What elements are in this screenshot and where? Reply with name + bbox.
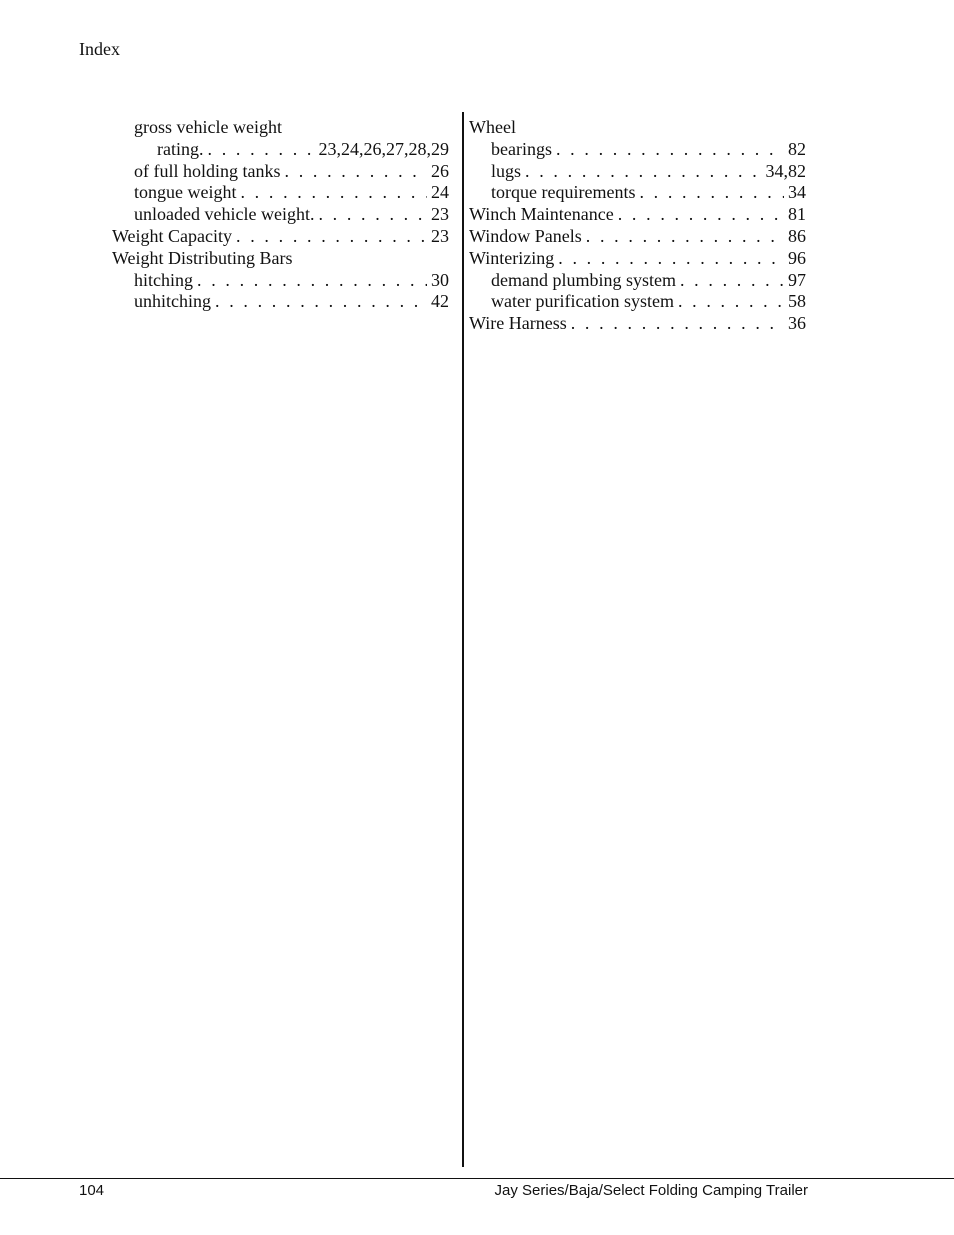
index-term: water purification system [491,291,674,312]
index-entry [112,226,449,248]
index-page-refs: 42 [431,291,449,312]
index-entry [469,204,806,226]
dot-leader [215,291,427,313]
dot-leader [525,161,761,183]
dot-leader [285,161,428,183]
index-page-refs: 86 [788,225,806,246]
index-entry [112,291,449,313]
index-entry [469,139,806,161]
footer-rule [0,1178,954,1179]
index-page-refs: 30 [431,269,449,290]
index-entry [112,117,449,139]
index-page-refs: 82 [788,138,806,159]
index-term: Wire Harness [469,313,567,334]
column-divider [462,112,464,1167]
index-term: rating. [157,138,204,159]
index-entry [469,313,806,335]
index-column-right [469,117,806,335]
dot-leader [571,313,784,335]
index-page-refs: 36 [788,313,806,334]
index-column-left [112,117,449,313]
index-term: Winch Maintenance [469,204,614,225]
dot-leader [236,226,427,248]
index-page-refs: 26 [431,160,449,181]
index-page-refs: 23,24,26,27,28,29 [318,138,449,159]
dot-leader [208,139,315,161]
index-term: Weight Capacity [112,225,233,246]
index-entry [112,270,449,292]
index-page-refs: 96 [788,247,806,268]
index-term: Wheel [469,117,516,137]
index-entry [112,139,449,161]
index-entry [112,204,449,226]
index-term: tongue weight [134,182,237,203]
publication-title: Jay Series/Baja/Select Folding Camping Trailer [494,1182,808,1199]
dot-leader [240,182,427,204]
index-entry [112,248,449,270]
index-page-refs: 23 [431,204,449,225]
index-term: unhitching [134,291,211,312]
index-entry [469,117,806,139]
index-term: of full holding tanks [134,160,281,181]
index-term: torque requirements [491,182,636,203]
index-term: demand plumbing system [491,269,676,290]
index-term: Weight Distributing Bars [112,247,293,268]
dot-leader [556,139,784,161]
index-term: Winterizing [469,247,555,268]
index-entry [469,248,806,270]
index-term: unloaded vehicle weight. [134,204,315,225]
running-head-title: Index [79,39,120,59]
dot-leader [678,291,784,313]
index-term: Window Panels [469,225,582,246]
index-entry [112,161,449,183]
index-term: gross vehicle weight [134,117,282,137]
dot-leader [197,270,427,292]
index-page-refs: 24 [431,182,449,203]
dot-leader [639,182,784,204]
index-page-refs: 97 [788,269,806,290]
index-page-refs: 23 [431,225,449,246]
index-entry [469,291,806,313]
dot-leader [318,204,427,226]
dot-leader [586,226,784,248]
index-page-refs: 81 [788,204,806,225]
dot-leader [618,204,784,226]
index-term: lugs [491,160,522,181]
index-entry [112,182,449,204]
page-number: 104 [79,1182,105,1199]
index-entry [469,226,806,248]
index-page-refs: 34,82 [765,160,806,181]
index-term: bearings [491,138,552,159]
index-entry [469,270,806,292]
dot-leader [558,248,784,270]
index-entry [469,161,806,183]
index-term: hitching [134,269,193,290]
index-page-refs: 58 [788,291,806,312]
index-entry [469,182,806,204]
dot-leader [680,270,784,292]
index-page-refs: 34 [788,182,806,203]
